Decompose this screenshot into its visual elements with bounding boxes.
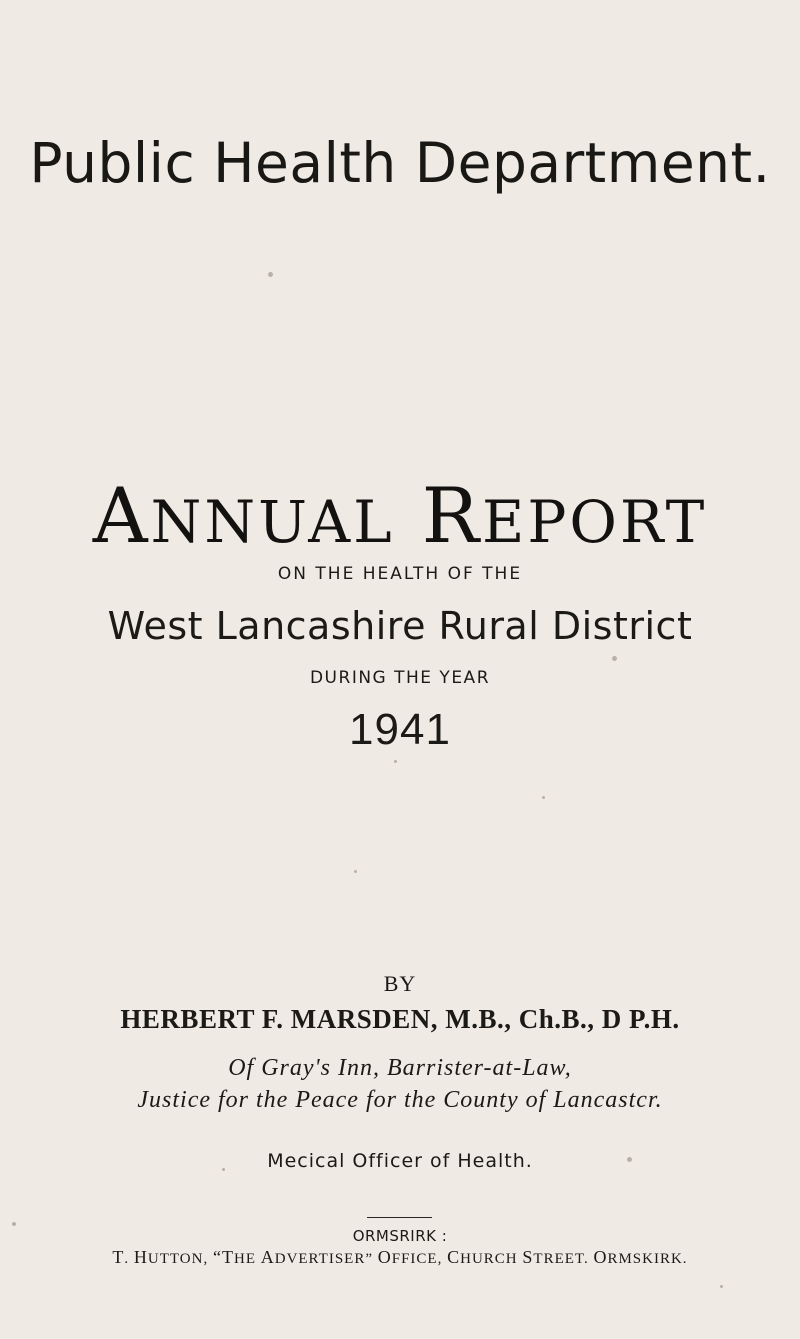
paper-speck [12,1222,16,1226]
divider-rule [367,1217,432,1218]
paper-speck [394,760,397,763]
during-the-year: DURING THE YEAR [309,668,491,688]
paper-speck [354,870,357,873]
paper-speck [627,1157,632,1162]
report-year: 1941 [349,705,451,754]
author-name: HERBERT F. MARSDEN, M.B., Ch.B., D P.H. [120,1004,680,1034]
district-name: West Lancashire Rural District [107,604,693,648]
printer-imprint: T. HUTTON, “THE ADVERTISER” OFFICE, CHURCH STREET. ORMSKIRK. [112,1247,688,1267]
author-affiliation-inn: Of Gray's Inn, Barrister-at-Law, [228,1055,572,1081]
department-title: Public Health Department. [29,131,771,195]
author-affiliation-justice: Justice for the Peace for the County of Lancastcr. [137,1087,663,1113]
paper-speck [268,272,273,277]
paper-speck [222,1168,225,1171]
paper-speck [612,656,617,661]
publisher-town: ORMSRIRK : [352,1227,448,1245]
author-role: Mecical Officer of Health. [267,1150,533,1172]
paper-speck [720,1285,723,1288]
paper-speck [542,796,545,799]
by-label: BY [383,971,417,996]
subtitle-on-health: ON THE HEALTH OF THE [277,564,523,584]
report-title: ANNUAL REPORT [92,471,708,560]
